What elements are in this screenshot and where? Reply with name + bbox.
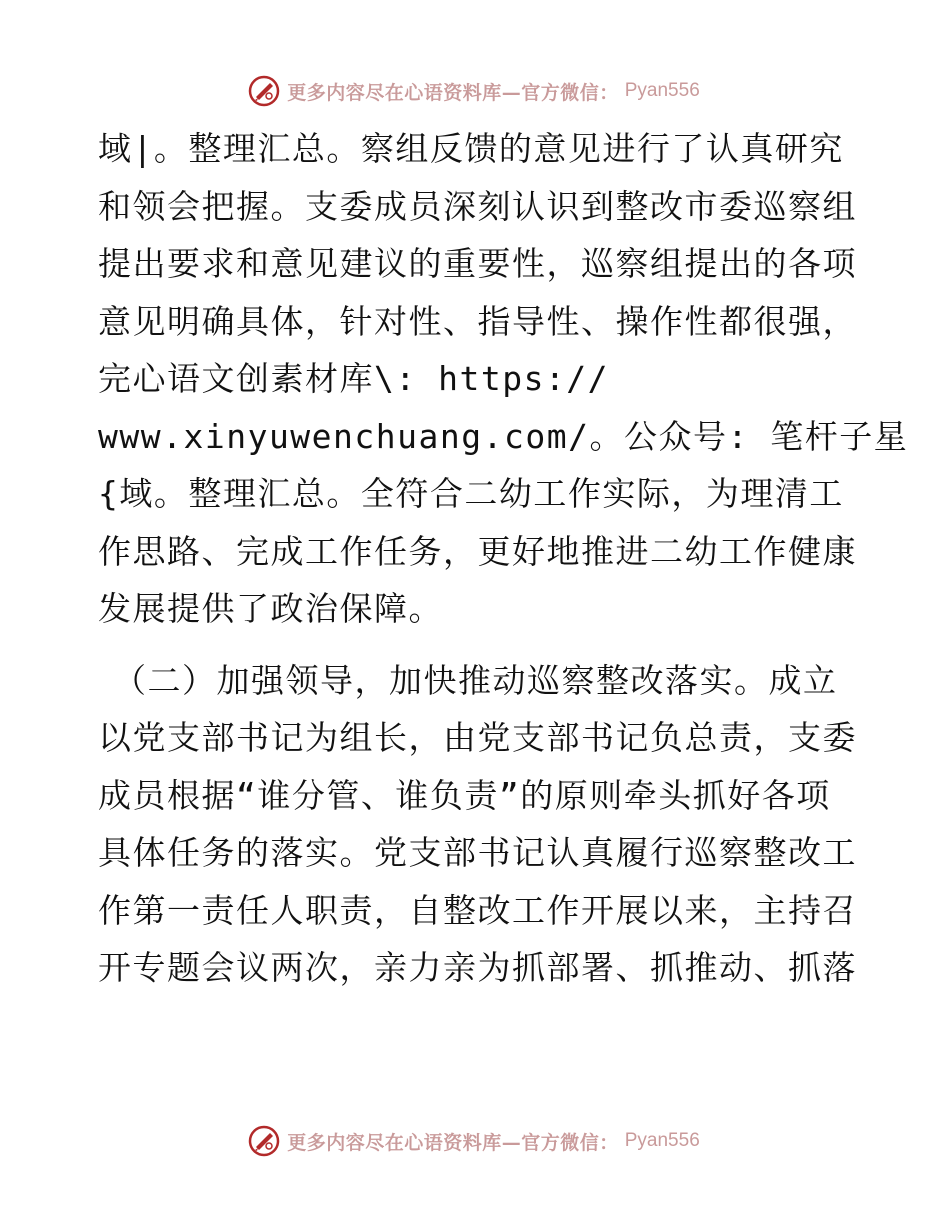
text-line: 和领会把握。支委成员深刻认识到整改市委巡察组 <box>98 186 857 226</box>
paragraph-2 <box>98 652 858 997</box>
text-line: 意见明确具体，针对性、指导性、操作性都很强， <box>98 301 857 341</box>
text-line: www.xinyuwenchuang.com/。公众号: 笔杆子星 <box>98 416 909 456</box>
wechat-account: Pyan556 <box>624 80 700 101</box>
banner-text: 更多内容尽在心语资料库—官方微信： <box>287 81 619 104</box>
banner <box>247 74 700 108</box>
text-line: 域|。整理汇总。察组反馈的意见进行了认真研究 <box>98 129 844 168</box>
text-line: 提出要求和意见建议的重要性，巡察组提出的各项 <box>98 244 857 283</box>
text-line: 以党支部书记为组长，由党支部书记负总责，支委 <box>98 718 857 757</box>
logo-icon <box>247 74 281 108</box>
document-body <box>98 120 909 997</box>
logo-icon <box>247 1124 281 1158</box>
text-line: 发展提供了政治保障。 <box>98 589 443 628</box>
banner <box>247 1124 700 1158</box>
banner-text: 更多内容尽在心语资料库—官方微信： <box>287 1131 619 1154</box>
text-line: 作第一责任人职责，自整改工作开展以来，主持召 <box>98 890 857 930</box>
text-line: 成员根据“谁分管、谁负责”的原则牵头抓好各项 <box>98 775 831 815</box>
text-line: 作思路、完成工作任务，更好地推进二幼工作健康 <box>98 531 857 571</box>
text-line: 具体任务的落实。党支部书记认真履行巡察整改工 <box>98 833 857 872</box>
text-line: {域。整理汇总。全符合二幼工作实际，为理清工 <box>98 474 844 513</box>
text-line: 完心语文创素材库\: https:// <box>98 359 610 398</box>
wechat-account: Pyan556 <box>624 1130 700 1151</box>
footer-banner <box>0 1121 950 1161</box>
header-banner <box>0 71 950 111</box>
text-line: 开专题会议两次，亲力亲为抓部署、抓推动、抓落 <box>98 948 857 987</box>
text-line: （二）加强领导，加快推动巡察整改落实。成立 <box>113 660 838 700</box>
paragraph-1 <box>98 120 909 638</box>
